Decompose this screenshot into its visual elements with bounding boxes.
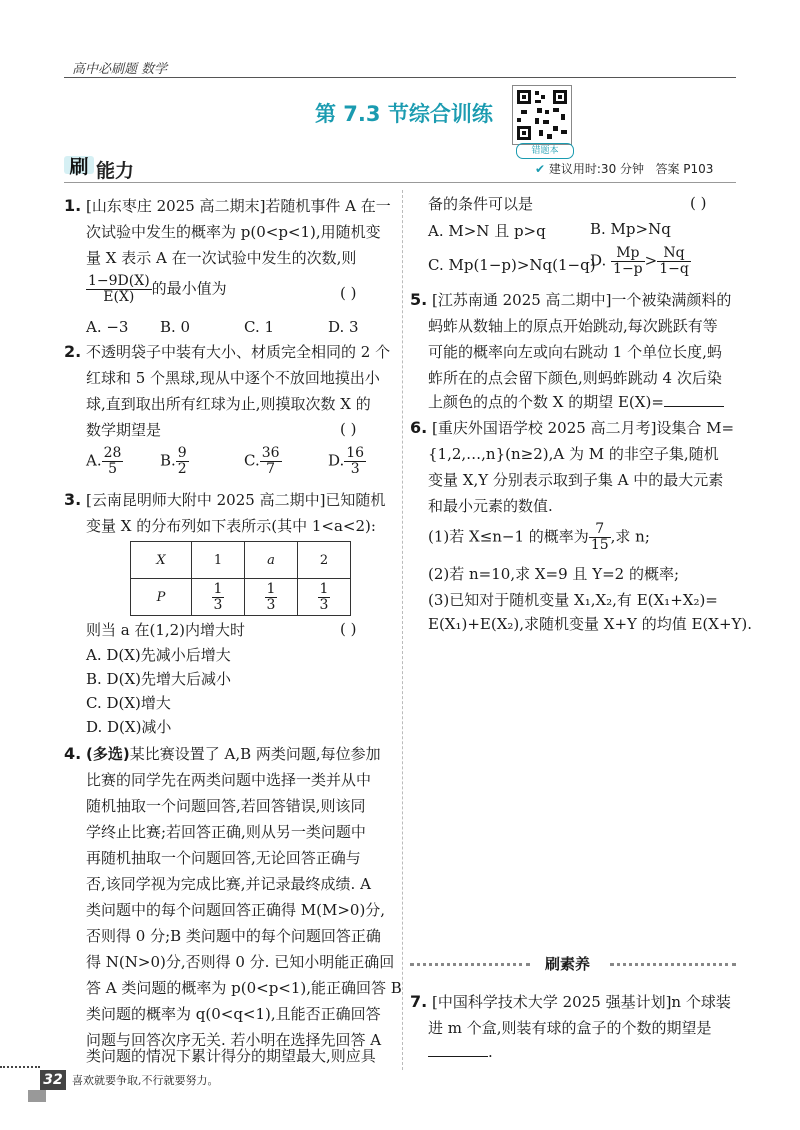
q4-line-7: 类问题中的每个问题回答正确得 M(M>0)分, (86, 901, 386, 919)
q2-line-2: 红球和 5 个黑球,现从中逐个不放回地摸出小 (86, 369, 380, 387)
q4-line-1: 4. (多选)某比赛设置了 A,B 两类问题,每位参加 (64, 744, 381, 763)
page-number: 32 (40, 1070, 66, 1090)
q6-part-3b: E(X₁)+E(X₂),求随机变量 X+Y 的均值 E(X+Y). (428, 615, 753, 633)
q2-line-3: 球,直到取出所有红球为止,则摸取次数 X 的 (86, 395, 371, 413)
ability-heading: 能力 (96, 160, 135, 182)
q7-number: 7. (410, 992, 428, 1011)
q6-line-4: 和最小元素的数值. (428, 497, 553, 515)
q4-option-b[interactable]: B. Mp>Nq (590, 220, 671, 238)
table-row: P $\frac{1}{3}$ $\frac{1}{3}$ $\frac{1}{3}$ (131, 579, 351, 616)
q2-number: 2. (64, 342, 82, 361)
q4-line-2: 比赛的同学先在两类问题中选择一类并从中 (86, 771, 372, 789)
q4-option-c[interactable]: C. Mp(1−p)>Nq(1−q) (428, 256, 596, 274)
suyang-heading: 刷素养 (545, 955, 591, 973)
table-row: X 1 a 2 (131, 542, 351, 579)
q3-line-2: 变量 X 的分布列如下表所示(其中 1<a<2): (86, 517, 376, 535)
header-divider (64, 77, 736, 78)
q2-line-4: 数学期望是 (86, 421, 162, 439)
q1-option-a[interactable]: A. −3 (86, 318, 129, 336)
q4-line-6: 否,该同学视为完成比赛,并记录最终成绩. A (86, 875, 371, 893)
q4-line-9: 得 N(N>0)分,否则得 0 分. 已知小明能正确回 (86, 953, 395, 971)
q3-number: 3. (64, 490, 82, 509)
q2-answer-paren: ( ) (340, 420, 357, 438)
book-title: 高中必刷题 数学 (72, 62, 168, 77)
q5-answer-blank[interactable] (664, 392, 724, 407)
q3-option-b[interactable]: B. D(X)先增大后减小 (86, 670, 231, 688)
q5-line-4: 蚱所在的点会留下颜色,则蚂蚱跳动 4 次后染 (428, 369, 722, 387)
ability-mark-text: 刷 (69, 156, 89, 178)
suyang-divider-left (410, 963, 530, 966)
answer-ref: 答案 P103 (655, 162, 714, 176)
section-title: 第 7.3 节综合训练 (315, 102, 493, 126)
q2-line-1: 2. 不透明袋子中装有大小、材质完全相同的 2 个 (64, 342, 391, 361)
q1-number: 1. (64, 196, 82, 215)
q4-option-d[interactable]: D. $\frac{Mp}{1-p}$ > $\frac{Nq}{1-q}$ (590, 245, 689, 277)
q5-line-1: 5. [江苏南通 2025 高二期中]一个被染满颜料的 (410, 290, 732, 309)
q5-line-2: 蚂蚱从数轴上的原点开始跳动,每次跳跃有等 (428, 317, 718, 335)
q4-line-8: 否则得 0 分;B 类问题中的每个问题回答正确 (86, 927, 381, 945)
q7-answer-blank[interactable] (428, 1042, 488, 1057)
q3-option-d[interactable]: D. D(X)减小 (86, 718, 172, 736)
q4-number: 4. (64, 744, 82, 763)
q1-line-3: 量 X 表示 A 在一次试验中发生的次数,则 (86, 249, 357, 267)
q4-line-5: 再随机抽取一个问题回答,无论回答正确与 (86, 849, 361, 867)
q7-line-3: . (428, 1042, 493, 1062)
q1-option-b[interactable]: B. 0 (160, 318, 191, 336)
q3-line-3: 则当 a 在(1,2)内增大时 (86, 621, 246, 639)
q6-part-2: (2)若 n=10,求 X=9 且 Y=2 的概率; (428, 565, 680, 583)
q5-line-5: 上颜色的点的个数 X 的期望 E(X)= (428, 392, 724, 412)
q6-number: 6. (410, 418, 428, 437)
q6-line-1: 6. [重庆外国语学校 2025 高二月考]设集合 M= (410, 418, 735, 437)
q7-line-1: 7. [中国科学技术大学 2025 强基计划]n 个球装 (410, 992, 731, 1011)
q4-line-4: 学终止比赛;若回答正确,则从另一类问题中 (86, 823, 366, 841)
q4-multi-tag: (多选) (86, 745, 130, 763)
distribution-table (130, 541, 351, 616)
q1-line-1: 1. [山东枣庄 2025 高二期末]若随机事件 A 在一 (64, 196, 391, 215)
q1-answer-paren: ( ) (340, 284, 357, 302)
q4-continued: 备的条件可以是 (428, 195, 534, 213)
q4-line-12: 问题与回答次序无关. 若小明在选择先回答 A (86, 1031, 382, 1049)
q6-part-3a: (3)已知对于随机变量 X₁,X₂,有 E(X₁+X₂)= (428, 591, 718, 609)
q6-part-1: (1)若 X≤n−1 的概率为 $\frac{7}{15}$ ,求 n; (428, 521, 650, 553)
q5-line-3: 可能的概率向左或向右跳动 1 个单位长度,蚂 (428, 343, 722, 361)
ability-brush-icon (64, 152, 94, 178)
q1-line-2: 次试验中发生的概率为 p(0<p<1),用随机变 (86, 223, 381, 241)
footer-dots (0, 1066, 40, 1068)
time-info (535, 160, 713, 177)
q2-option-c[interactable]: C. $\frac{36}{7}$ (244, 445, 280, 477)
suyang-divider-right (610, 963, 736, 966)
q2-option-b[interactable]: B. $\frac{9}{2}$ (160, 445, 187, 477)
suggested-time: 建议用时:30 分钟 (548, 162, 645, 176)
q4-option-a[interactable]: A. M>N 且 p>q (428, 222, 546, 240)
q4-line-11: 类问题的概率为 q(0<q<1),且能否正确回答 (86, 1005, 381, 1023)
q4-line-10: 答 A 类问题的概率为 p(0<p<1),能正确回答 B (86, 979, 402, 997)
ability-divider (64, 182, 736, 183)
q7-line-2: 进 m 个盒,则装有球的盒子的个数的期望是 (428, 1019, 712, 1037)
q6-line-2: {1,2,…,n}(n≥2),A 为 M 的非空子集,随机 (428, 445, 719, 463)
q4-answer-paren: ( ) (690, 194, 707, 212)
q1-option-d[interactable]: D. 3 (328, 318, 359, 336)
footer-motto: 喜欢就要争取,不行就要努力。 (72, 1074, 219, 1087)
q2-option-d[interactable]: D. $\frac{16}{3}$ (328, 445, 365, 477)
column-divider (402, 190, 403, 1070)
q1-fraction: $\frac{1-9D(X)}{E(X)}$ (88, 273, 150, 305)
q1-line-4: $\frac{1-9D(X)}{E(X)}$ 的最小值为 (88, 273, 227, 305)
q4-line-3: 随机抽取一个问题回答,若回答错误,则该同 (86, 797, 366, 815)
q4-line-13: 类问题的情况下累计得分的期望最大,则应具 (86, 1047, 376, 1065)
qr-caption: 错题本 (516, 143, 574, 159)
q1-option-c[interactable]: C. 1 (244, 318, 275, 336)
q3-option-a[interactable]: A. D(X)先减小后增大 (86, 646, 231, 664)
qr-code-icon[interactable] (512, 85, 572, 145)
q3-line-1: 3. [云南昆明师大附中 2025 高二期中]已知随机 (64, 490, 386, 509)
page-number-shadow (28, 1090, 46, 1102)
check-icon: ✔ (535, 162, 546, 176)
q5-number: 5. (410, 290, 428, 309)
q3-option-c[interactable]: C. D(X)增大 (86, 694, 171, 712)
q6-line-3: 变量 X,Y 分别表示取到子集 A 中的最大元素 (428, 471, 724, 489)
q3-answer-paren: ( ) (340, 620, 357, 638)
q2-option-a[interactable]: A. $\frac{28}{5}$ (86, 445, 122, 477)
